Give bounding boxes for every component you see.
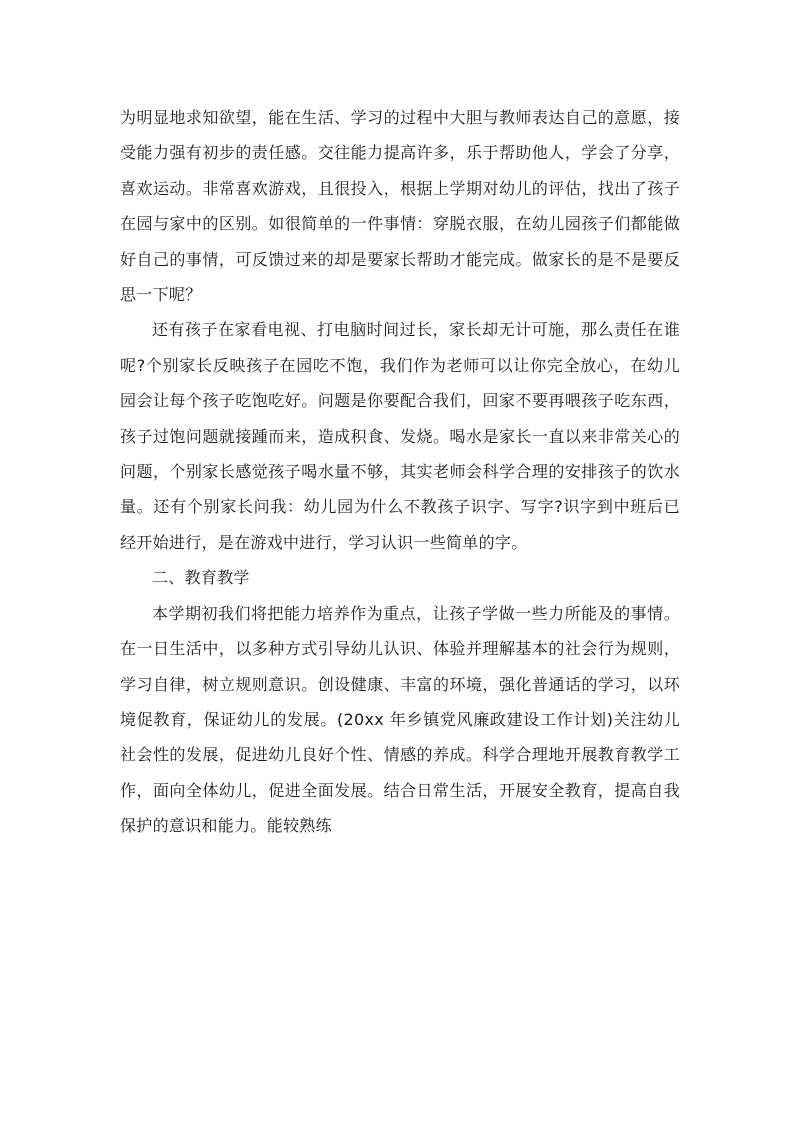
paragraph-2: 还有孩子在家看电视、打电脑时间过长，家长却无计可施，那么责任在谁呢?个别家长反映孩子在园吃不饱，我们作为老师可以让你完全放心，在幼儿园会让每个孩子吃饱吃好。问题是你要配合我们，回家不要再喂孩子吃东西，孩子过饱问题就接踵而来，造成积食、发烧。喝水是家长一直以来非常关心的问题，个别家长感觉孩子喝水量不够，其实老师会科学合理的安排孩子的饮水量。还有个别家长问我：幼儿园为什么不教孩子识字、写字?识字到中班后已经开始进行，是在游戏中进行，学习认识一些简单的字。 (120, 320, 680, 552)
paragraph-3: 本学期初我们将把能力培养作为重点，让孩子学做一些力所能及的事情。在一日生活中，以多种方式引导幼儿认识、体验并理解基本的社会行为规则，学习自律，树立规则意识。创设健康、丰富的环境，强化普通话的学习，以环境促教育，保证幼儿的发展。(20xx 年乡镇党风廉政建设工作计划)关注幼儿社会性的发展，促进幼儿良好个性、情感的养成。科学合理地开展教育教学工作，面向全体幼儿，促进全面发展。结合日常生活，开展安全教育，提高自我保护的意识和能力。能较熟练 (120, 603, 680, 836)
section-heading: 二、教育教学 (152, 568, 250, 588)
paragraph-1: 为明显地求知欲望，能在生活、学习的过程中大胆与教师表达自己的意愿，接受能力强有初步的责任感。交往能力提高许多，乐于帮助他人，学会了分享，喜欢运动。非常喜欢游戏，且很投入，根据上学期对幼儿的评估，找出了孩子在园与家中的区别。如很简单的一件事情：穿脱衣服，在幼儿园孩子们都能做好自己的事情，可反馈过来的却是要家长帮助才能完成。做家长的是不是要反思一下呢？ (120, 108, 680, 305)
document-body (120, 100, 680, 844)
